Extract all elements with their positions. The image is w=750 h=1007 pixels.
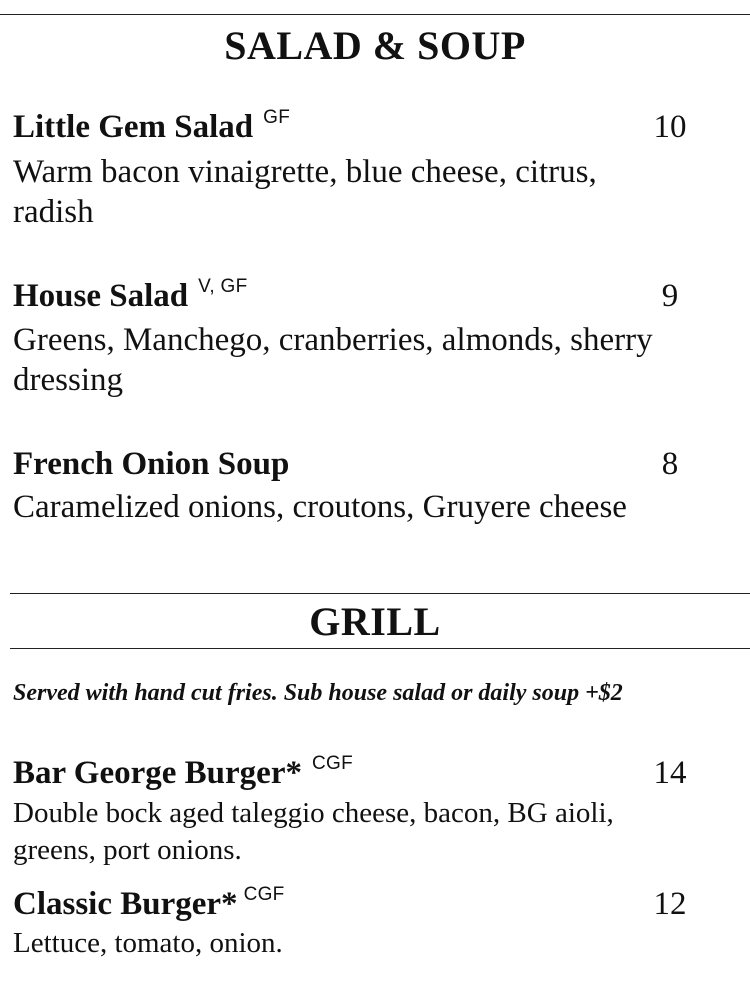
item-price: 8 [661, 446, 679, 482]
grill-bottom-divider [10, 648, 750, 649]
item-description: Warm bacon vinaigrette, blue cheese, citrus, radish [13, 154, 597, 230]
item-description: Double bock aged taleggio cheese, bacon, BG aioli, greens, port onions. [13, 797, 614, 866]
item-price: 9 [661, 278, 679, 314]
item-name-text: House Salad [13, 278, 189, 314]
item-name [13, 445, 289, 483]
item-description: Lettuce, tomato, onion. [13, 927, 283, 959]
section-title-salad-soup: SALAD & SOUP [224, 23, 526, 68]
item-name [13, 108, 290, 151]
item-name [13, 754, 353, 797]
dietary-tag: CGF [243, 884, 285, 905]
item-name-text: Classic Burger* [13, 886, 238, 922]
dietary-tag: CGF [311, 753, 353, 774]
item-description: Caramelized onions, croutons, Gruyere cheese [13, 489, 627, 525]
grill-top-divider [10, 593, 750, 594]
item-description: Greens, Manchego, cranberries, almonds, sherry dressing [13, 322, 653, 398]
item-name [13, 885, 285, 928]
item-price: 14 [653, 755, 687, 791]
dietary-tag: GF [263, 107, 291, 128]
top-divider [0, 14, 750, 15]
item-price: 10 [653, 109, 687, 145]
grill-note: Served with hand cut fries. Sub house salad or daily soup +$2 [13, 680, 623, 706]
item-name-text: French Onion Soup [13, 446, 290, 482]
item-name-text: Little Gem Salad [13, 109, 254, 145]
dietary-tag: V, GF [198, 276, 248, 297]
item-price: 12 [653, 886, 687, 922]
section-title-grill: GRILL [309, 599, 441, 644]
item-name-text: Bar George Burger* [13, 755, 302, 791]
item-name [13, 277, 248, 320]
